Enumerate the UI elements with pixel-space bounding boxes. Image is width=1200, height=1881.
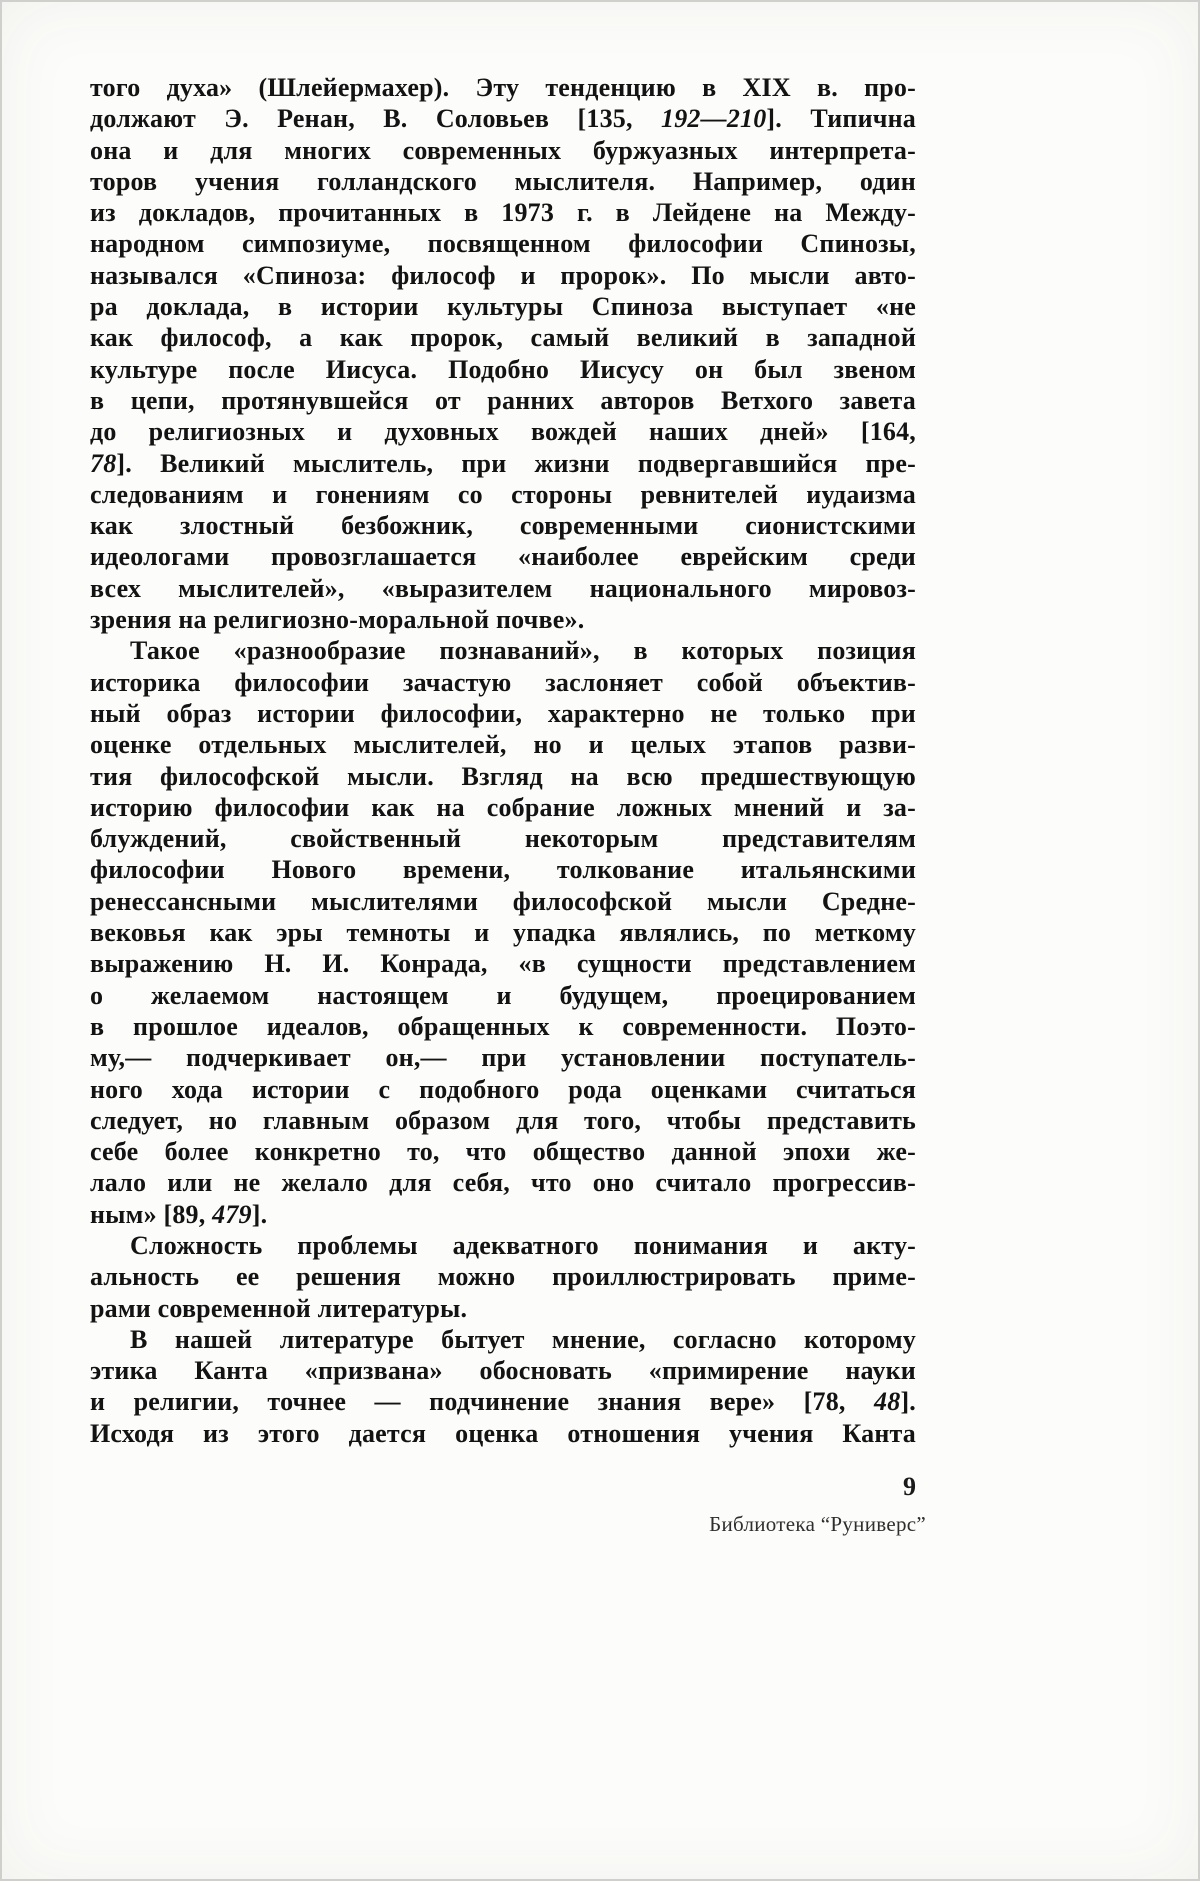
text-segment: ренессансными мыслителями философской мысли Средне-	[90, 886, 916, 916]
paragraph	[90, 1230, 916, 1324]
text-line	[90, 792, 916, 823]
text-line	[90, 635, 916, 666]
text-line	[90, 1167, 916, 1198]
text-line	[90, 103, 916, 134]
text-segment: ].	[900, 1387, 916, 1417]
text-segment: народном симпозиуме, посвященном философии Спинозы,	[90, 229, 916, 259]
text-line	[90, 1011, 916, 1042]
citation-reference: 479	[212, 1199, 252, 1229]
text-segment: культуре после Иисуса. Подобно Иисусу он был звеном	[90, 354, 916, 384]
text-segment: Такое «разнообразие познаваний», в которых позиция	[130, 636, 916, 666]
text-segment: всех мыслителей», «выразителем национального мировоз-	[90, 573, 916, 603]
text-segment: в прошлое идеалов, обращенных к современности. Поэто-	[90, 1011, 916, 1041]
text-line	[90, 322, 916, 353]
text-line	[90, 1324, 916, 1355]
text-line	[90, 228, 916, 259]
text-line	[90, 166, 916, 197]
text-line	[90, 354, 916, 385]
text-segment: зрения на религиозно-моральной почве».	[90, 605, 585, 635]
text-segment: ]. Типична	[766, 104, 916, 134]
text-segment: выражению Н. И. Конрада, «в сущности представлением	[90, 949, 916, 979]
text-line	[90, 917, 916, 948]
text-line	[90, 573, 916, 604]
text-line	[90, 448, 916, 479]
page-number: 9	[903, 1472, 916, 1501]
text-line	[90, 886, 916, 917]
text-segment: должают Э. Ренан, В. Соловьев [135,	[90, 104, 662, 134]
text-line	[90, 510, 916, 541]
text-line	[90, 1386, 916, 1417]
text-line	[90, 291, 916, 322]
text-segment: она и для многих современных буржуазных интерпрета-	[90, 135, 916, 165]
text-segment: рами современной литературы.	[90, 1293, 468, 1323]
citation-reference: 48	[874, 1387, 901, 1417]
text-segment: идеологами провозглашается «наиболее еврейским среди	[90, 542, 916, 572]
text-segment: этика Канта «призвана» обосновать «примирение науки	[90, 1356, 916, 1386]
text-line	[90, 1042, 916, 1073]
text-segment: как философ, а как пророк, самый великий в западной	[90, 323, 916, 353]
citation-reference: 192—210	[661, 104, 767, 134]
text-segment: назывался «Спиноза: философ и пророк». По мысли авто-	[90, 260, 916, 290]
text-segment: му,— подчеркивает он,— при установлении поступатель-	[90, 1043, 916, 1073]
text-line	[90, 1355, 916, 1386]
text-segment: ра доклада, в истории культуры Спиноза выступает «не	[90, 292, 916, 322]
text-segment: ный образ истории философии, характерно не только при	[90, 698, 916, 728]
text-segment: историю философии как на собрание ложных мнений и за-	[90, 792, 916, 822]
text-segment: как злостный безбожник, современными сионистскими	[90, 511, 916, 541]
text-segment: лало или не желало для себя, что оно считало прогрессив-	[90, 1168, 916, 1198]
text-segment: вековья как эры темноты и упадка являлись, по меткому	[90, 918, 916, 948]
text-segment: следует, но главным образом для того, чтобы представить	[90, 1105, 916, 1135]
text-segment: ].	[251, 1199, 268, 1229]
text-segment: о желаемом настоящем и будущем, проецированием	[90, 980, 916, 1010]
library-watermark: Библиотека “Руниверс”	[709, 1512, 926, 1536]
text-line	[90, 260, 916, 291]
text-line	[90, 1261, 916, 1292]
text-line	[90, 135, 916, 166]
text-segment: Сложность проблемы адекватного понимания и акту-	[130, 1230, 916, 1260]
text-line	[90, 1230, 916, 1261]
text-block	[90, 72, 916, 1449]
text-segment: тия философской мысли. Взгляд на всю предшествующую	[90, 761, 916, 791]
paragraph	[90, 635, 916, 1230]
text-line	[90, 823, 916, 854]
text-line	[90, 1199, 916, 1230]
text-segment: альность ее решения можно проиллюстрировать приме-	[90, 1262, 916, 1292]
text-line	[90, 604, 916, 635]
citation-reference: 78	[90, 448, 117, 478]
text-segment: торов учения голландского мыслителя. Например, один	[90, 166, 916, 196]
text-line	[90, 72, 916, 103]
text-segment: блуждений, свойственный некоторым представителям	[90, 824, 916, 854]
text-line	[90, 980, 916, 1011]
text-line	[90, 761, 916, 792]
paragraph	[90, 1324, 916, 1449]
text-line	[90, 948, 916, 979]
text-line	[90, 1293, 916, 1324]
paragraph	[90, 72, 916, 635]
text-line	[90, 197, 916, 228]
text-segment: В нашей литературе бытует мнение, согласно которому	[130, 1324, 916, 1354]
text-segment: историка философии зачастую заслоняет собой объектив-	[90, 667, 916, 697]
text-segment: себе более конкретно то, что общество данной эпохи же-	[90, 1137, 916, 1167]
text-segment: следованиям и гонениям со стороны ревнителей иудаизма	[90, 479, 916, 509]
text-segment: из докладов, прочитанных в 1973 г. в Лейдене на Между-	[90, 198, 916, 228]
text-line	[90, 1074, 916, 1105]
text-line	[90, 1105, 916, 1136]
text-segment: того духа» (Шлейермахер). Эту тенденцию в XIX в. про-	[90, 73, 916, 102]
text-segment: Исходя из этого дается оценка отношения учения Канта	[90, 1418, 916, 1448]
text-line	[90, 1136, 916, 1167]
text-segment: оценке отдельных мыслителей, но и целых этапов разви-	[90, 730, 916, 760]
text-line	[90, 698, 916, 729]
text-line	[90, 667, 916, 698]
text-segment: ного хода истории с подобного рода оценками считаться	[90, 1074, 916, 1104]
text-segment: до религиозных и духовных вождей наших дней» [164,	[90, 417, 916, 447]
text-segment: философии Нового времени, толкование итальянскими	[90, 855, 916, 885]
text-line	[90, 416, 916, 447]
text-segment: ным» [89,	[90, 1199, 213, 1229]
text-line	[90, 854, 916, 885]
text-line	[90, 729, 916, 760]
text-line	[90, 385, 916, 416]
text-line	[90, 479, 916, 510]
text-segment: и религии, точнее — подчинение знания вере» [78,	[90, 1387, 875, 1417]
text-line	[90, 541, 916, 572]
text-segment: в цепи, протянувшейся от ранних авторов Ветхого завета	[90, 385, 916, 415]
text-line	[90, 1418, 916, 1449]
text-segment: ]. Великий мыслитель, при жизни подвергавшийся пре-	[116, 448, 916, 478]
